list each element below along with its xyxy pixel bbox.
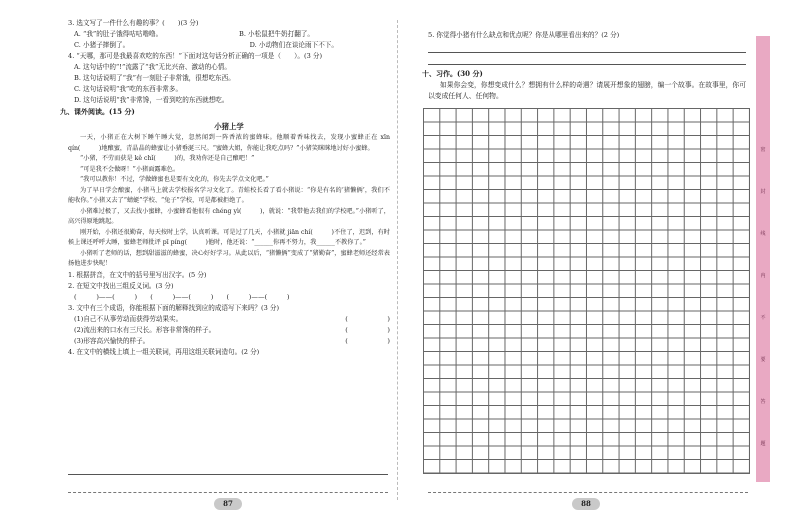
sidebar-char: 要: [760, 357, 766, 363]
sidebar-char: 线: [760, 231, 766, 237]
idiom-definition-2: (2)流出来的口水有三尺长。形容非常馋的样子。: [74, 325, 216, 334]
q3-option-d: D. 小动物们在谈论雨下不下。: [249, 41, 338, 49]
footer-divider-left: [68, 492, 388, 493]
story-paragraph: “可是我不会做呀！”小猪面露难色。: [80, 165, 180, 173]
footer-divider-right: [428, 492, 748, 493]
composition-grid[interactable]: [423, 108, 750, 474]
idiom-answer-blank-2[interactable]: ( ): [345, 325, 390, 334]
seal-line-sidebar: [756, 36, 770, 482]
q4-option-d: D. 这句话说明“我”非常馋，一看到吃的东西就想吃。: [74, 96, 229, 104]
idiom-definition-3: (3)形容高兴愉快的样子。: [74, 336, 150, 345]
sidebar-char: 内: [760, 273, 766, 279]
story-paragraph: 小猪难过极了，又去找小蜜蜂，小蜜蜂看他很有 chéng yì( )，就说：“我带他去我们的学校吧。”小猪听了，高兴得原地跳起。: [68, 207, 390, 225]
story-paragraph: 刚开始，小猪还很勤奋，每天按时上学，认真听课。可是过了几天，小猪就 jiān chí( )不住了，迟到，有时候上课还呼呼大睡，蜜蜂老师批评 pī píng( )他时，他还说：“______你再不努力，我______不教你了。”: [68, 228, 390, 246]
idiom-definition-1: (1)自己不从事劳动而获得劳动果实。: [74, 314, 183, 323]
story-paragraph: 为了早日学会酿蜜，小猪马上就去学校报名学习文化了。青蛙校长看了看小猪说：“你是有名的‘猪懒俩’，我们不能收你。”小猪又去了“蜻蜓”学校、“兔子”学校，可是都被拒绝了。: [68, 186, 390, 204]
page-number-right: 88: [572, 498, 600, 510]
section-10-heading: 十、习作。(30 分): [422, 69, 483, 78]
sub-question-4: 4. 在文中的横线上填上一组关联词，再用这组关联词造句。(2 分): [68, 347, 260, 356]
sidebar-char: 不: [760, 315, 766, 321]
answer-line[interactable]: [428, 64, 746, 65]
story-paragraph: “我可以教你！不过，学做蜂蜜也是要有文化的，你先去学点文化吧。”: [80, 176, 269, 183]
q3-option-c: C. 小猪子摔倒了。: [74, 41, 130, 49]
idiom-answer-blank-3[interactable]: ( ): [345, 336, 390, 345]
q3-option-a: A. “我”的肚子饿得咕咕噜噜。: [74, 30, 163, 38]
binding-line: [397, 20, 398, 500]
sidebar-char: 密: [760, 147, 766, 153]
idiom-answer-blank-1[interactable]: ( ): [345, 314, 390, 323]
q3-question: 3. 选文写了一件什么有趣的事？( )(3 分): [68, 19, 199, 27]
antonym-answer-line[interactable]: ( )——( ) ( )——( ) ( )——( ): [74, 292, 290, 301]
story-paragraph: 一天，小猪正在大树下睡午睡大觉，忽然闻到一阵香浓的蜜蜂味。他顺着香味找去，发现小蜜蜂正在 xīn qín( )地酿蜜，青晶晶的蜂蜜让小猪垂涎三尺。“蜜蜂大姐，你能让我吃点吗？”小猪笑眯眯地讨好小蜜蜂。: [68, 134, 390, 152]
q5-question: 5. 你觉得小猪有什么缺点和优点呢？你是从哪里看出来的？(2 分): [428, 31, 620, 39]
story-paragraph: 小猪听了老师的话，想到甜滋滋的蜂蜜，决心好好学习。从此以后，“猪懒俩”变成了“猪勤奋”，蜜蜂老师还经常表扬他进步快呢！: [68, 249, 390, 267]
q4-question: 4. “天哪，那可是我最喜欢吃的东西！”下面对这句话分析正确的一项是（ ）。(3 分): [68, 52, 323, 60]
section-9-heading: 九、课外阅读。(15 分): [60, 107, 135, 116]
q4-option-a: A. 这句话中的“!”流露了“我”无比兴奋、激动的心情。: [74, 63, 231, 71]
sidebar-char: 封: [760, 189, 766, 195]
sub-question-2: 2. 在短文中找出三组反义词。(3 分): [68, 281, 174, 290]
page-number-left: 87: [214, 498, 242, 510]
sub-question-3: 3. 文中有三个成语，你能根据下面的解释找到应的成语写下来吗？(3 分): [68, 303, 280, 312]
q4-option-b: B. 这句话说明了“我”有一刻肚子非常饿，很想吃东西。: [74, 74, 235, 82]
sub-question-1: 1. 根据拼音，在文中的括号里写出汉字。(5 分): [68, 270, 207, 279]
story-paragraph: “小猪，不劳而获是 kě chǐ( )的，我劝你还是自己酿吧！”: [80, 155, 255, 162]
left-page: [60, 0, 390, 532]
answer-line[interactable]: [428, 52, 746, 53]
q3-option-b: B. 小松鼠把牛奶打翻了。: [239, 30, 314, 38]
story-title: 小猪上学: [214, 122, 244, 131]
q4-option-c: C. 这句话说明“我”吃的东西非常多。: [74, 85, 183, 93]
answer-line[interactable]: [68, 474, 388, 475]
sidebar-char: 答: [760, 399, 766, 405]
composition-prompt: 如果你会变，你想变成什么？想拥有什么样的奇遇？请展开想象的翅膀，编一个故事。在故事里，你可以变成任何人、任何物。: [428, 81, 746, 100]
sidebar-char: 题: [760, 441, 766, 447]
